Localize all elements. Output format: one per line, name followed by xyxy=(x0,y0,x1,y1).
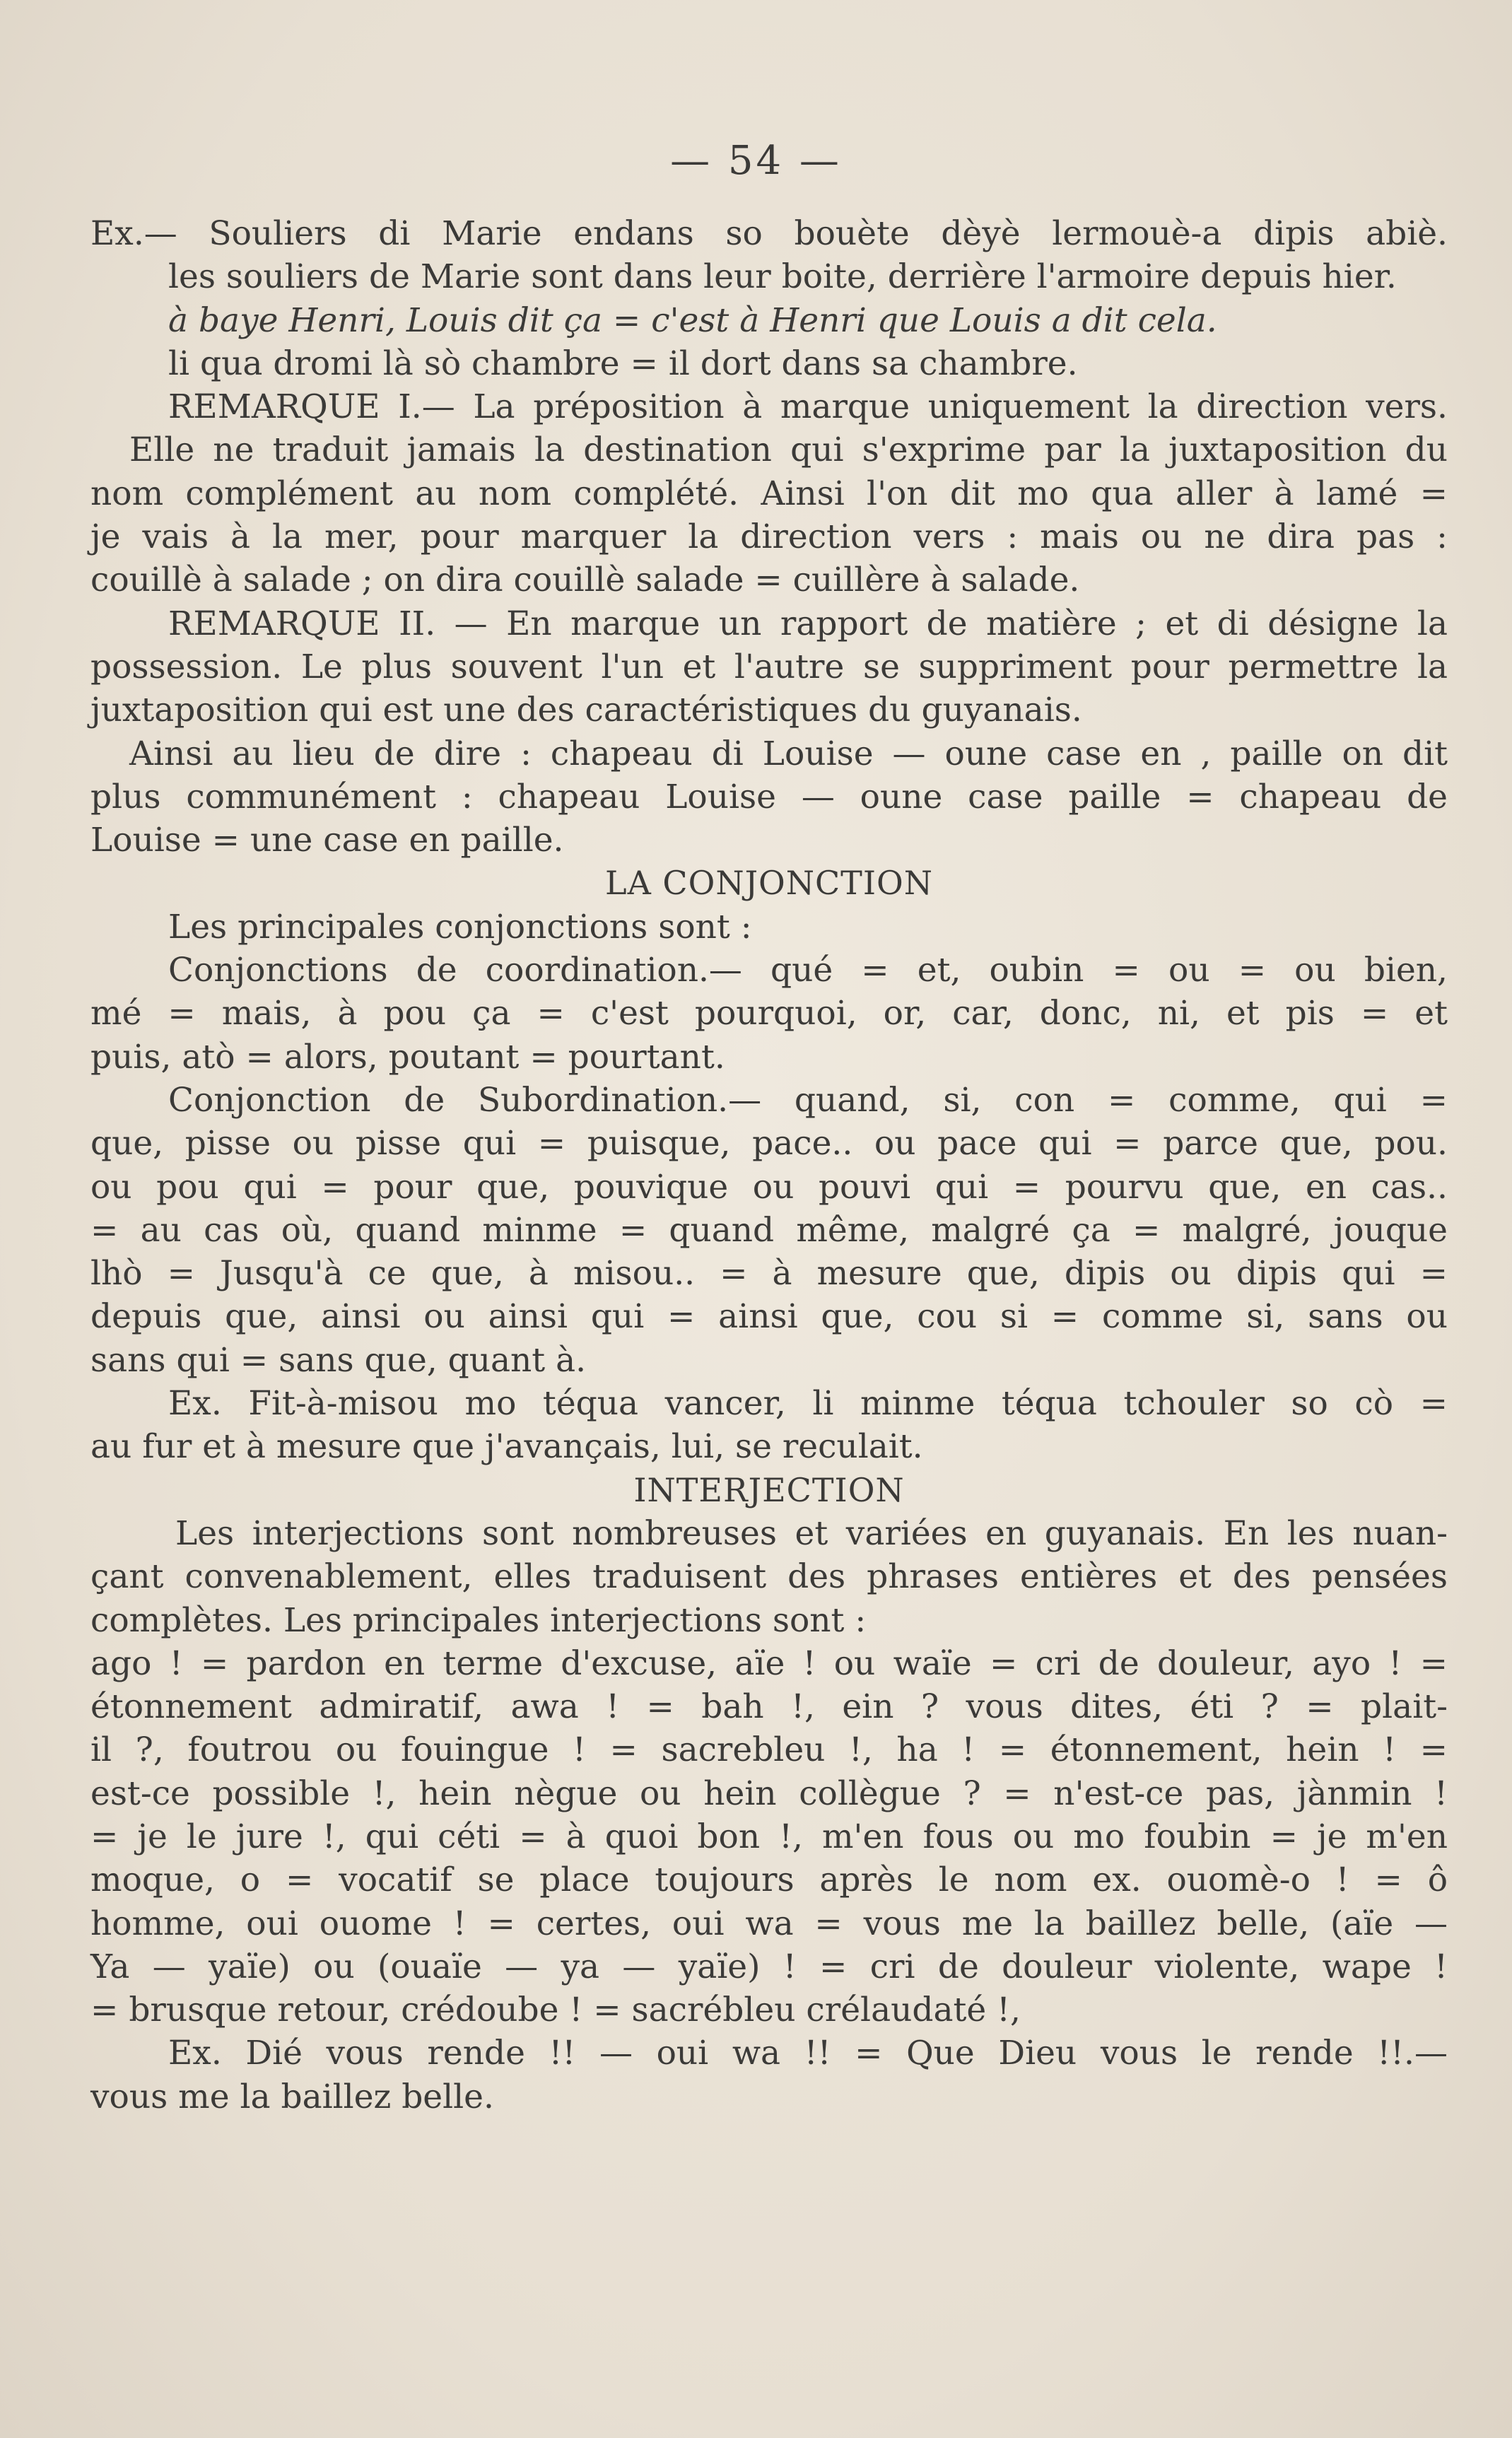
text-line: possession. Le plus souvent l'un et l'autre se suppriment pour permettre la xyxy=(90,647,1448,686)
text-line: vous me la baillez belle. xyxy=(90,2077,494,2116)
text-line: au fur et à mesure que j'avançais, lui, se reculait. xyxy=(90,1427,923,1467)
text-line: Conjonctions de coordination.— qué = et, oubin = ou = ou bien, xyxy=(168,951,1448,990)
text-line: homme, oui ouome ! = certes, oui wa = vous me la baillez belle, (aïe — xyxy=(90,1904,1448,1943)
text-line: est-ce possible !, hein nègue ou hein collègue ? = n'est-ce pas, jànmin ! xyxy=(90,1774,1448,1813)
text-line: complètes. Les principales interjections sont : xyxy=(90,1600,867,1640)
text-line: Ex.— Souliers di Marie endans so bouète dèyè lermouè-a dipis abiè. xyxy=(90,214,1448,253)
text-line: nom complément au nom complété. Ainsi l'on dit mo qua aller à lamé = xyxy=(90,474,1448,513)
text-line: çant convenablement, elles traduisent des phrases entières et des pensées xyxy=(90,1557,1448,1597)
page-body xyxy=(90,212,1448,2118)
text-line: Ex. Dié vous rende !! — oui wa !! = Que Dieu vous le rende !!.— xyxy=(168,2034,1448,2073)
text-line: moque, o = vocatif se place toujours après le nom ex. ouomè-o ! = ô xyxy=(90,1860,1448,1900)
text-line: = je le jure !, qui céti = à quoi bon !, m'en fous ou mo foubin = je m'en xyxy=(90,1817,1448,1856)
text-line: plus communément : chapeau Louise — oune case paille = chapeau de xyxy=(90,777,1448,816)
text-line: Ya — yaïe) ou (ouaïe — ya — yaïe) ! = cri de douleur violente, wape ! xyxy=(90,1947,1448,1986)
text-line: que, pisse ou pisse qui = puisque, pace.. ou pace qui = parce que, pou. xyxy=(90,1124,1448,1164)
text-line: juxtaposition qui est une des caractéristiques du guyanais. xyxy=(90,691,1082,730)
text-line: il ?, foutrou ou fouingue ! = sacrebleu !, ha ! = étonnement, hein ! = xyxy=(90,1730,1448,1770)
text-line: puis, atò = alors, poutant = pourtant. xyxy=(90,1037,725,1077)
text-line: ou pou qui = pour que, pouvique ou pouvi qui = pourvu que, en cas.. xyxy=(90,1167,1448,1207)
text-line: = brusque retour, crédoube ! = sacrébleu crélaudaté !, xyxy=(90,1991,1021,2030)
page-number: — 54 — xyxy=(670,138,842,184)
text-line: Ainsi au lieu de dire : chapeau di Louise — oune case en , paille on dit xyxy=(129,734,1448,773)
text-line: Elle ne traduit jamais la destination qui s'exprime par la juxtaposition du xyxy=(129,430,1448,470)
text-line: lhò = Jusqu'à ce que, à misou.. = à mesure que, dipis ou dipis qui = xyxy=(90,1254,1448,1294)
section-heading-interjection: INTERJECTION xyxy=(633,1470,905,1509)
section-heading-conjonction: LA CONJONCTION xyxy=(605,864,933,903)
text-line: étonnement admiratif, awa ! = bah !, ein ? vous dites, éti ? = plait- xyxy=(90,1687,1448,1727)
text-line: Conjonction de Subordination.— quand, si, con = comme, qui = xyxy=(168,1080,1448,1120)
text-line: REMARQUE II. — En marque un rapport de matière ; et di désigne la xyxy=(168,604,1448,643)
text-line: à baye Henri, Louis dit ça = c'est à Henri que Louis a dit cela. xyxy=(168,300,1217,340)
text-line: sans qui = sans que, quant à. xyxy=(90,1340,587,1380)
text-line: Louise = une case en paille. xyxy=(90,821,564,860)
text-line: les souliers de Marie sont dans leur boite, derrière l'armoire depuis hier. xyxy=(168,257,1397,297)
text-line: Ex. Fit-à-misou mo téqua vancer, li minme téqua tchouler so cò = xyxy=(168,1384,1448,1424)
text-line: = au cas où, quand minme = quand même, malgré ça = malgré, jouque xyxy=(90,1210,1448,1250)
text-line: mé = mais, à pou ça = c'est pourquoi, or, car, donc, ni, et pis = et xyxy=(90,994,1448,1033)
text-line: Les principales conjonctions sont : xyxy=(168,907,752,947)
text-line: Les interjections sont nombreuses et variées en guyanais. En les nuan- xyxy=(175,1513,1448,1553)
text-line: ago ! = pardon en terme d'excuse, aïe ! ou waïe = cri de douleur, ayo ! = xyxy=(90,1643,1448,1683)
text-line: je vais à la mer, pour marquer la direction vers : mais ou ne dira pas : xyxy=(90,517,1448,557)
text-line: li qua dromi là sò chambre = il dort dans sa chambre. xyxy=(168,344,1078,383)
text-line: depuis que, ainsi ou ainsi qui = ainsi que, cou si = comme si, sans ou xyxy=(90,1297,1448,1337)
text-line: REMARQUE I.— La préposition à marque uniquement la direction vers. xyxy=(168,387,1448,427)
text-line: couillè à salade ; on dira couillè salade = cuillère à salade. xyxy=(90,561,1080,600)
